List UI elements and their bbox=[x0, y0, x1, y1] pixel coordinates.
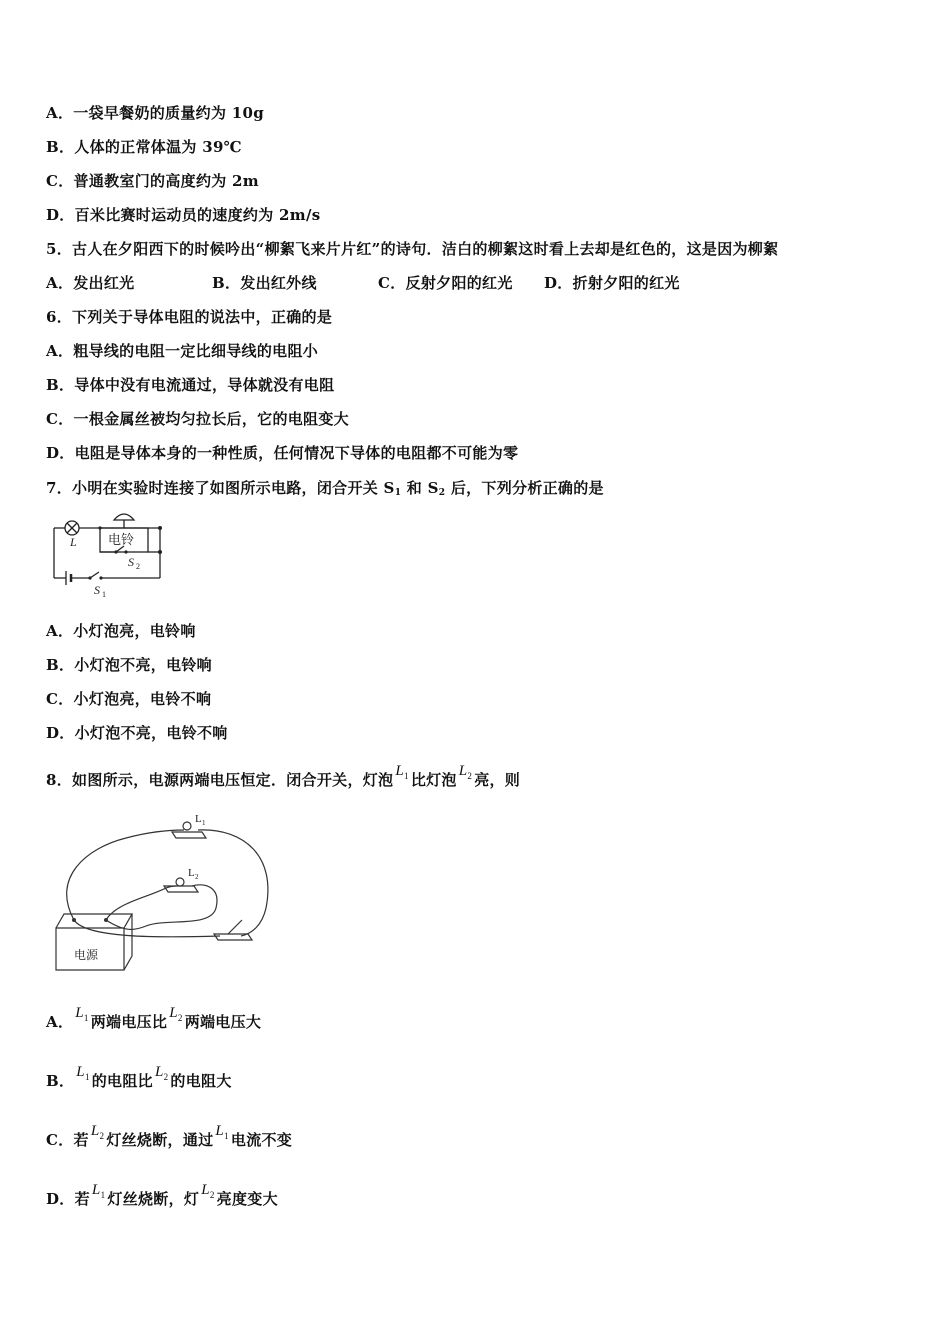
q6-option-b: B．导体中没有电流通过，导体就没有电阻 bbox=[46, 376, 335, 394]
q7-circuit-figure bbox=[44, 508, 174, 604]
q8-stem: 8．如图所示，电源两端电压恒定．闭合开关，灯泡 $L_1$ 比灯泡 $L_2$ 亮，则 bbox=[46, 763, 521, 789]
l1-symbol: $L_1$ bbox=[91, 1182, 106, 1200]
q8-l2-label: L bbox=[188, 867, 195, 879]
q5-options bbox=[46, 272, 680, 293]
q4-option-a: A．一袋早餐奶的质量约为 10g bbox=[46, 104, 265, 122]
q8-circuit-figure bbox=[46, 808, 286, 974]
q8-option-b: B． $L_1$ 的电阻比 $L_2$ 的电阻大 bbox=[46, 1064, 232, 1090]
q7-bell-label: 电铃 bbox=[108, 532, 135, 547]
q6-stem: 6．下列关于导体电阻的说法中，正确的是 bbox=[46, 308, 333, 326]
q5-option-c: C．反射夕阳的红光 bbox=[378, 274, 513, 292]
q7-s2-sub: 2 bbox=[136, 562, 140, 571]
l1-symbol: $L_1$ bbox=[215, 1123, 229, 1141]
q7-option-b: B．小灯泡不亮，电铃响 bbox=[46, 656, 212, 674]
q7-stem: 7．小明在实验时连接了如图所示电路，闭合开关 $S_1$ 和 $S_2$ 后，下列分析正确的是 bbox=[46, 479, 604, 498]
q7-lamp-label: L bbox=[70, 535, 77, 549]
q6-option-a: A．粗导线的电阻一定比细导线的电阻小 bbox=[46, 342, 319, 360]
l1-symbol: $L_1$ bbox=[75, 1005, 89, 1023]
q7-option-c: C．小灯泡亮，电铃不响 bbox=[46, 690, 212, 708]
q7-option-d: D．小灯泡不亮，电铃不响 bbox=[46, 724, 228, 742]
q6-option-d: D．电阻是导体本身的一种性质，任何情况下导体的电阻都不可能为零 bbox=[46, 444, 519, 462]
q4-option-c: C．普通教室门的高度约为 2m bbox=[46, 172, 259, 190]
q8-l1-symbol: $L_1$ bbox=[395, 763, 409, 781]
q8-option-c: C．若 $L_2$ 灯丝烧断，通过 $L_1$ 电流不变 bbox=[46, 1123, 293, 1149]
l2-symbol: $L_2$ bbox=[90, 1123, 105, 1141]
q4-option-d: D．百米比赛时运动员的速度约为 2m/s bbox=[46, 206, 321, 224]
q8-l2-sub: 2 bbox=[195, 873, 199, 881]
l2-symbol: $L_2$ bbox=[201, 1182, 215, 1200]
q4-option-b: B．人体的正常体温为 39℃ bbox=[46, 138, 242, 156]
q7-s1-label: S bbox=[94, 583, 100, 597]
l1-symbol: $L_1$ bbox=[76, 1064, 90, 1082]
q7-s2-label: S bbox=[128, 555, 134, 569]
q8-l1-label: L bbox=[195, 813, 202, 825]
q8-l2-symbol: $L_2$ bbox=[458, 763, 473, 781]
q7-s1-sub: 1 bbox=[102, 590, 106, 599]
l2-symbol: $L_2$ bbox=[169, 1005, 183, 1023]
q5-option-b: B．发出红外线 bbox=[212, 274, 317, 292]
q8-source-label: 电源 bbox=[74, 948, 99, 962]
q5-option-d: D．折射夕阳的红光 bbox=[544, 274, 680, 292]
q8-option-d: D．若 $L_1$ 灯丝烧断，灯 $L_2$ 亮度变大 bbox=[46, 1182, 278, 1208]
q8-option-a: A． $L_1$ 两端电压比 $L_2$ 两端电压大 bbox=[46, 1005, 262, 1031]
q7-option-a: A．小灯泡亮，电铃响 bbox=[46, 622, 196, 640]
q6-option-c: C．一根金属丝被均匀拉长后，它的电阻变大 bbox=[46, 410, 349, 428]
l2-symbol: $L_2$ bbox=[154, 1064, 169, 1082]
q8-l1-sub: 1 bbox=[202, 819, 206, 827]
q5-stem: 5．古人在夕阳西下的时候吟出“柳絮飞来片片红”的诗句．洁白的柳絮这时看上去却是红色的，这是因为柳絮 bbox=[46, 240, 779, 258]
q5-option-a: A．发出红光 bbox=[46, 274, 135, 292]
